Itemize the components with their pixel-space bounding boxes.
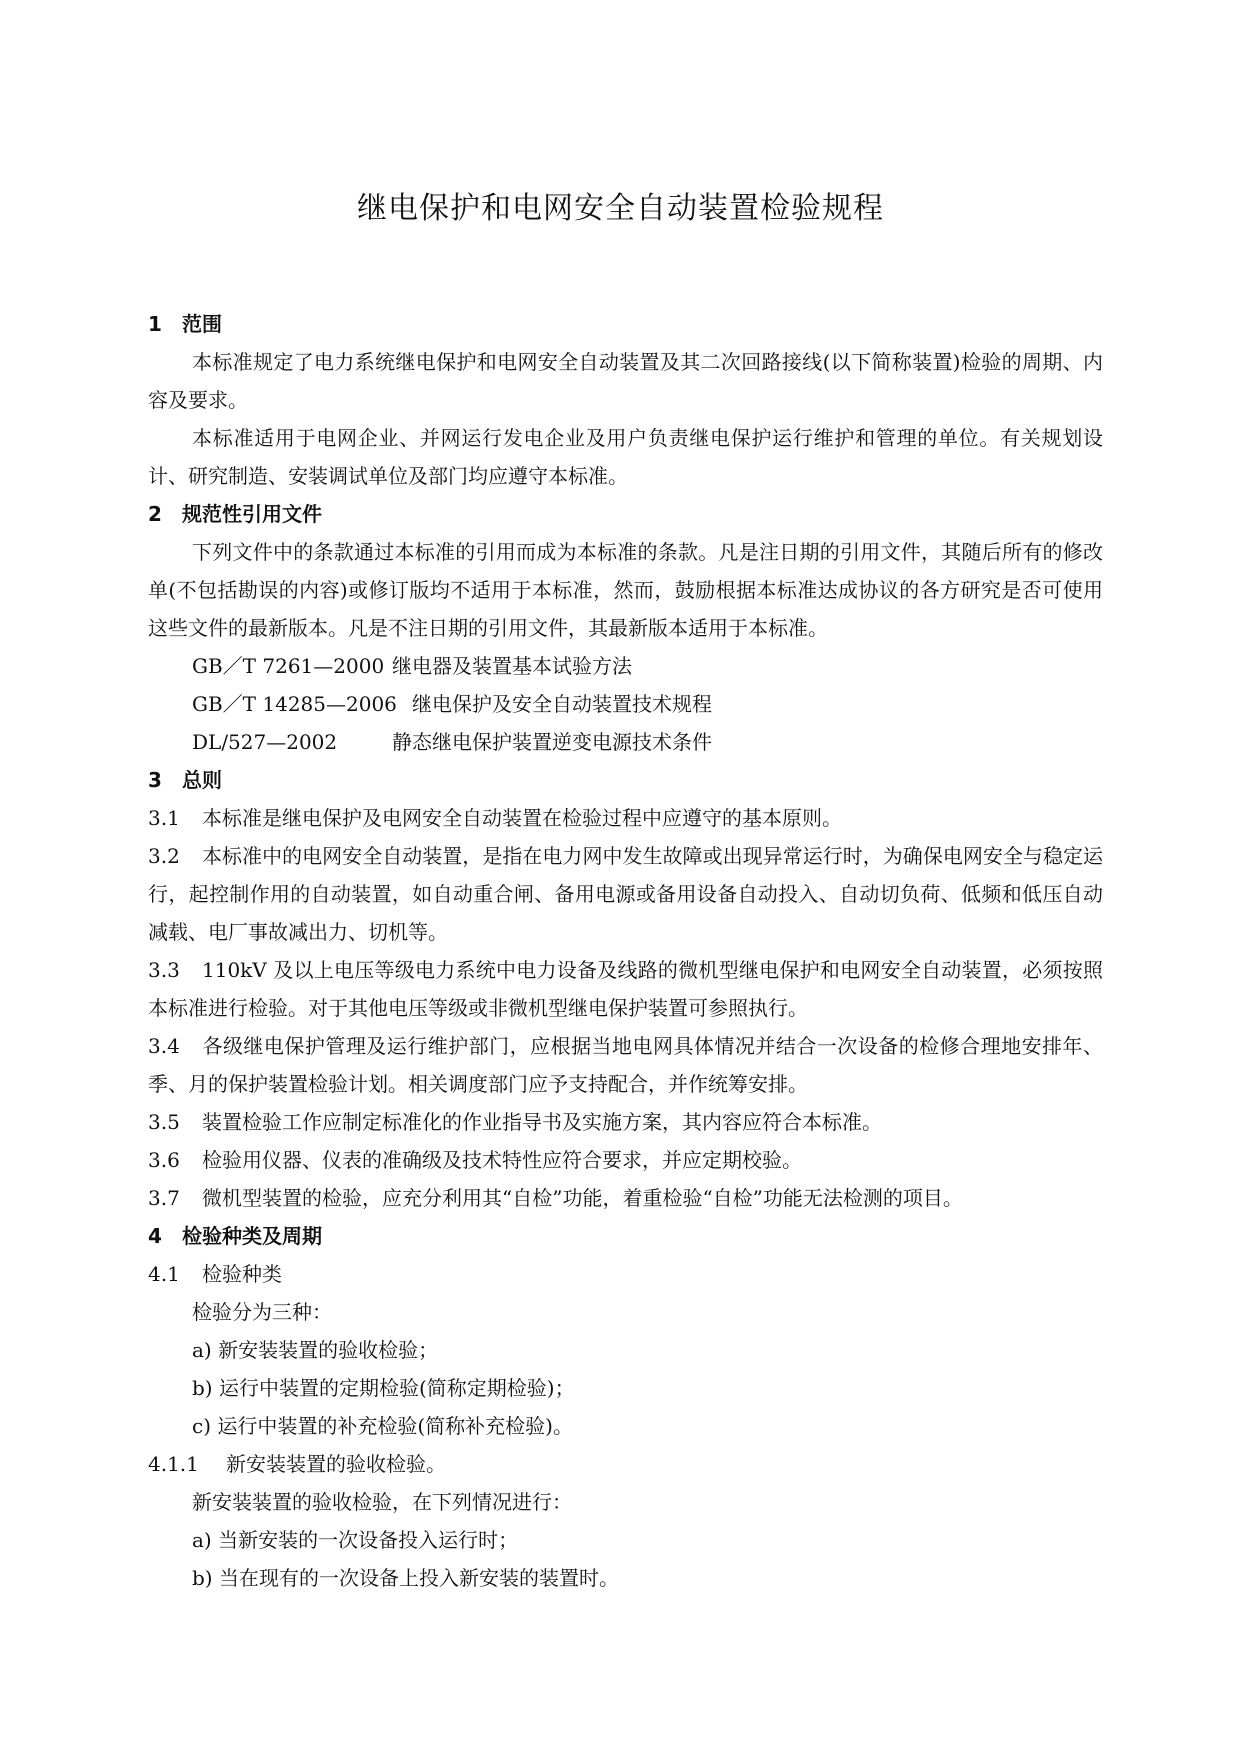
clause-heading — [148, 1445, 1103, 1483]
clause-text: 各级继电保护管理及运行维护部门，应根据当地电网具体情况并结合一次设备的检修合理地安排年、季、月的保护装置检验计划。相关调度部门应予支持配合，并作统筹安排。 — [148, 1034, 1103, 1096]
list-item: b) 当在现有的一次设备上投入新安装的装置时。 — [192, 1566, 619, 1590]
clause — [148, 1027, 1103, 1103]
section-number: 2 — [148, 502, 162, 526]
clause-title: 新安装装置的验收检验。 — [226, 1452, 446, 1476]
reference-item — [148, 685, 1103, 723]
section-title: 检验种类及周期 — [182, 1224, 322, 1248]
document-title: 继电保护和电网安全自动装置检验规程 — [357, 191, 884, 226]
section-number: 3 — [148, 768, 162, 792]
paragraph: 下列文件中的条款通过本标准的引用而成为本标准的条款。凡是注日期的引用文件，其随后所有的修改单(不包括勘误的内容)或修订版均不适用于本标准，然而，鼓励根据本标准达成协议的各方研究是否可使用这些文件的最新版本。凡是不注日期的引用文件，其最新版本适用于本标准。 — [148, 540, 1103, 640]
reference-code: GB／T 7261—2000 — [192, 654, 385, 678]
list-item: b) 运行中装置的定期检验(简称定期检验)； — [192, 1376, 575, 1400]
section-title: 总则 — [182, 768, 222, 792]
clause — [148, 1141, 1103, 1179]
clause-heading — [148, 1255, 1103, 1293]
clause-number: 3.5 — [148, 1110, 180, 1134]
clause-number: 4.1.1 — [148, 1452, 199, 1476]
section-number: 4 — [148, 1224, 162, 1248]
clause-title: 检验种类 — [202, 1262, 282, 1286]
document-body — [148, 305, 1103, 1597]
clause-number: 3.2 — [148, 844, 180, 868]
reference-name: 继电器及装置基本试验方法 — [392, 654, 632, 678]
clause — [148, 1179, 1103, 1217]
paragraph: 本标准规定了电力系统继电保护和电网安全自动装置及其二次回路接线(以下简称装置)检验的周期、内容及要求。 — [148, 350, 1103, 412]
section-title: 范围 — [182, 312, 222, 336]
section-title: 规范性引用文件 — [182, 502, 322, 526]
clause-text: 装置检验工作应制定标准化的作业指导书及实施方案，其内容应符合本标准。 — [202, 1110, 882, 1134]
paragraph: 本标准适用于电网企业、并网运行发电企业及用户负责继电保护运行维护和管理的单位。有关规划设计、研究制造、安装调试单位及部门均应遵守本标准。 — [148, 426, 1103, 488]
clause-text: 本标准是继电保护及电网安全自动装置在检验过程中应遵守的基本原则。 — [202, 806, 842, 830]
reference-name: 静态继电保护装置逆变电源技术条件 — [392, 730, 712, 754]
reference-item — [148, 723, 1103, 761]
section-heading-normative-references — [148, 495, 1103, 533]
clause — [148, 837, 1103, 951]
section-heading-inspection-types — [148, 1217, 1103, 1255]
section-heading-general — [148, 761, 1103, 799]
clause-text: 微机型装置的检验，应充分利用其“自检”功能，着重检验“自检”功能无法检测的项目。 — [202, 1186, 963, 1210]
clause — [148, 951, 1103, 1027]
section-heading-scope — [148, 305, 1103, 343]
reference-item — [148, 647, 1103, 685]
reference-name: 继电保护及安全自动装置技术规程 — [412, 692, 712, 716]
list-item: a) 当新安装的一次设备投入运行时； — [192, 1528, 519, 1552]
clause-intro: 检验分为三种： — [192, 1300, 332, 1324]
clause-text: 110kV 及以上电压等级电力系统中电力设备及线路的微机型继电保护和电网安全自动装置，必须按照本标准进行检验。对于其他电压等级或非微机型继电保护装置可参照执行。 — [148, 958, 1103, 1020]
clause — [148, 1103, 1103, 1141]
clause-text: 本标准中的电网安全自动装置，是指在电力网中发生故障或出现异常运行时，为确保电网安全与稳定运行，起控制作用的自动装置，如自动重合闸、备用电源或备用设备自动投入、自动切负荷、低频和低压自动减载、电厂事故减出力、切机等。 — [148, 844, 1103, 944]
clause-number: 3.6 — [148, 1148, 180, 1172]
clause-number: 3.3 — [148, 958, 180, 982]
clause-number: 3.7 — [148, 1186, 180, 1210]
clause-text: 检验用仪器、仪表的准确级及技术特性应符合要求，并应定期校验。 — [202, 1148, 802, 1172]
reference-code: GB／T 14285—2006 — [192, 692, 397, 716]
list-item: c) 运行中装置的补充检验(简称补充检验)。 — [192, 1414, 573, 1438]
list-item: a) 新安装装置的验收检验； — [192, 1338, 439, 1362]
clause-number: 3.1 — [148, 806, 180, 830]
clause-number: 3.4 — [148, 1034, 180, 1058]
clause-number: 4.1 — [148, 1262, 180, 1286]
section-number: 1 — [148, 312, 162, 336]
clause-intro: 新安装装置的验收检验，在下列情况进行： — [192, 1490, 572, 1514]
clause — [148, 799, 1103, 837]
reference-code: DL/527—2002 — [192, 730, 338, 754]
